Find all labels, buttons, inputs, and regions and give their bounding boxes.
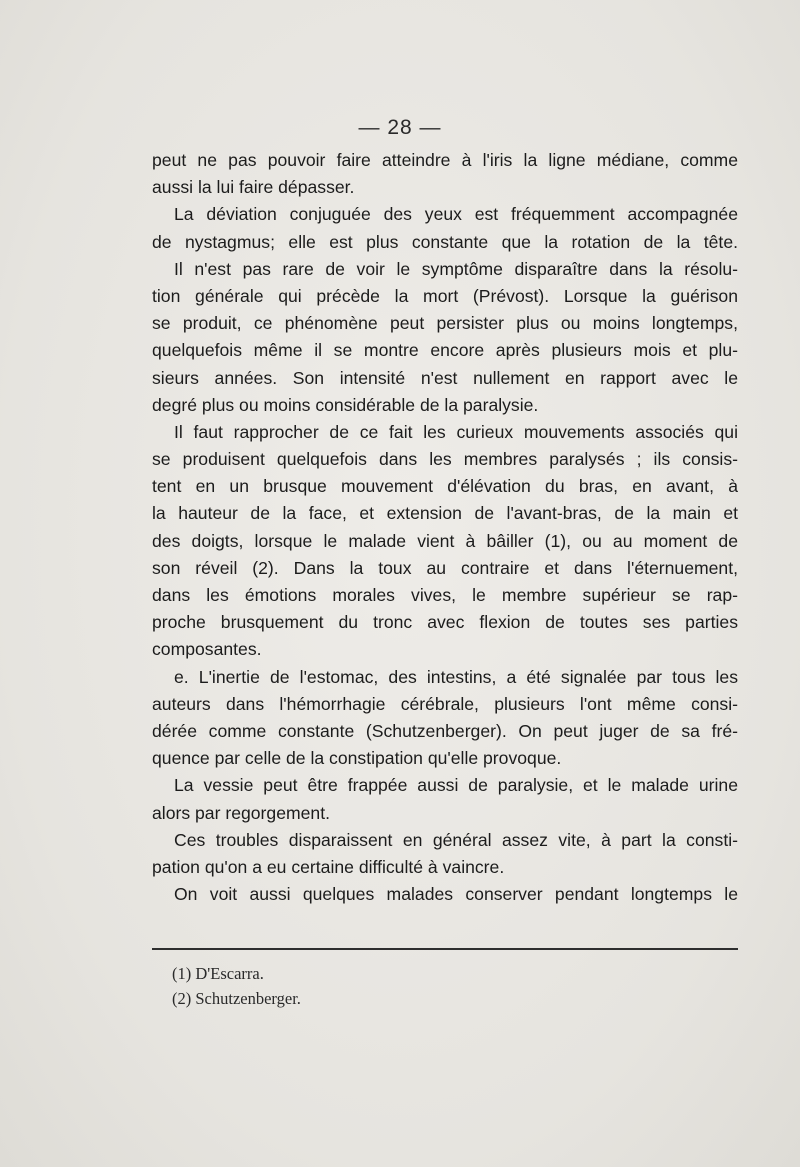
text-line: Il faut rapprocher de ce fait les curieux mouvements associés qui: [174, 421, 738, 442]
page-number: — 28 —: [358, 116, 442, 139]
footnote-1: (1) D'Escarra.: [172, 964, 264, 983]
text-line: pation qu'on a eu certaine difficulté à vaincre.: [152, 856, 505, 877]
text-line: dans les émotions morales vives, le membre supérieur se rap-: [152, 585, 738, 605]
footnote-divider: [152, 948, 738, 950]
text-line: On voit aussi quelques malades conserver pendant longtemps le: [174, 884, 738, 905]
text-line: auteurs dans l'hémorrhagie cérébrale, plusieurs l'ont même consi-: [152, 693, 738, 714]
text-line: quence par celle de la constipation qu'elle provoque.: [152, 748, 562, 769]
text-line: son réveil (2). Dans la toux au contraire et dans l'éternuement,: [152, 557, 738, 578]
text-line: sieurs années. Son intensité n'est nullement en rapport avec le: [152, 367, 738, 388]
text-line: Il n'est pas rare de voir le symptôme disparaître dans la résolu-: [174, 258, 738, 279]
text-line: aussi la lui faire dépasser.: [152, 177, 355, 198]
text-line: se produisent quelquefois dans les membres paralysés ; ils consis-: [152, 449, 738, 470]
text-line: dérée comme constante (Schutzenberger). On peut juger de sa fré-: [152, 720, 738, 741]
footnote-2: (2) Schutzenberger.: [172, 989, 301, 1008]
text-line: se produit, ce phénomène peut persister plus ou moins longtemps,: [152, 313, 738, 334]
text-line: La déviation conjuguée des yeux est fréquemment accompagnée: [174, 204, 738, 225]
text-line: la hauteur de la face, et extension de l'avant-bras, de la main et: [152, 503, 738, 524]
text-line: composantes.: [152, 639, 262, 660]
text-line: e. L'inertie de l'estomac, des intestins, a été signalée par tous les: [174, 666, 738, 687]
text-line: alors par regorgement.: [152, 802, 330, 823]
text-line: tent en un brusque mouvement d'élévation du bras, en avant, à: [152, 476, 738, 497]
text-line: La vessie peut être frappée aussi de paralysie, et le malade urine: [174, 775, 738, 796]
text-line: quelquefois même il se montre encore après plusieurs mois et plu-: [152, 340, 738, 361]
footnotes: [172, 961, 572, 1011]
text-line: Ces troubles disparaissent en général assez vite, à part la consti-: [174, 829, 738, 850]
text-line: de nystagmus; elle est plus constante que la rotation de la tête.: [152, 231, 738, 252]
text-line: proche brusquement du tronc avec flexion de toutes ses parties: [152, 612, 738, 633]
body-text: [152, 147, 738, 908]
text-line: des doigts, lorsque le malade vient à bâiller (1), ou au moment de: [152, 530, 738, 551]
text-line: tion générale qui précède la mort (Prévost). Lorsque la guérison: [152, 285, 738, 306]
text-line: degré plus ou moins considérable de la paralysie.: [152, 394, 539, 415]
text-line: peut ne pas pouvoir faire atteindre à l'iris la ligne médiane, comme: [152, 150, 738, 170]
